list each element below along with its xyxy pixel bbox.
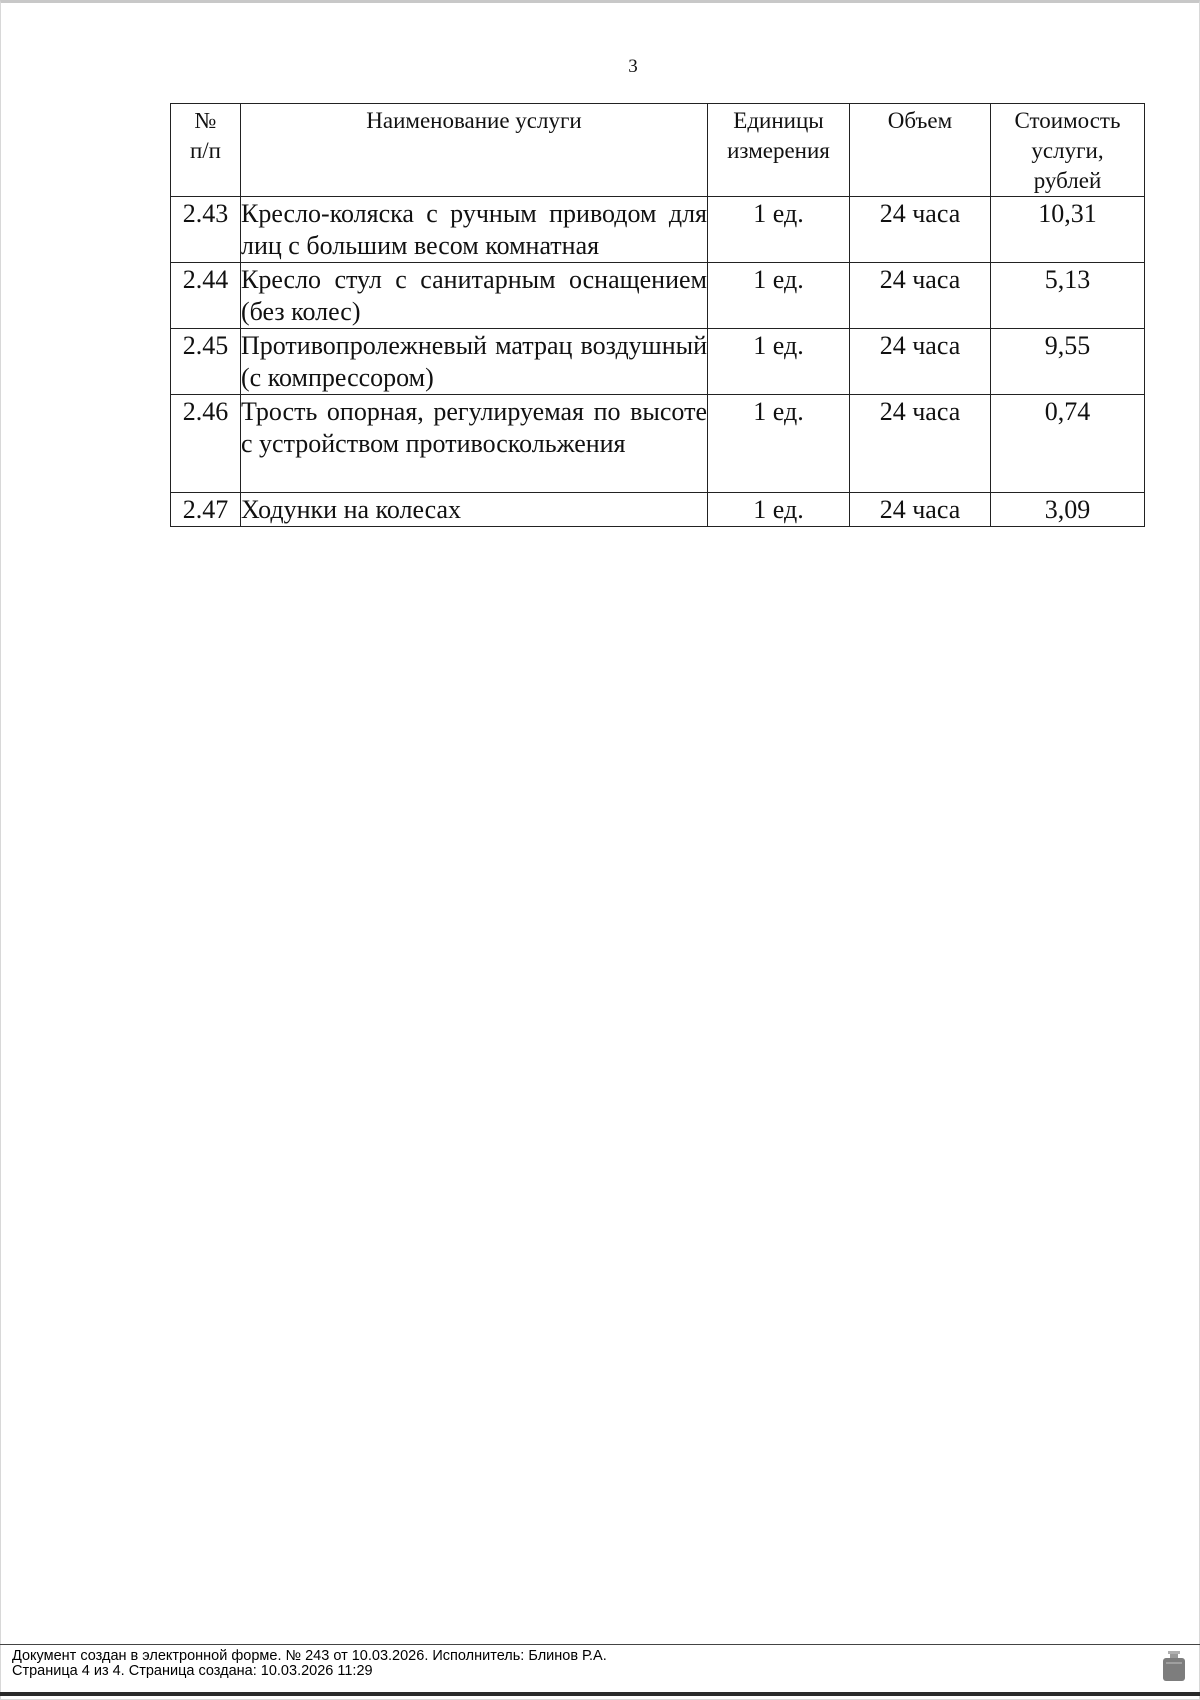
header-cost xyxy=(991,104,1145,197)
header-volume-line: Объем xyxy=(887,108,953,133)
footer-info xyxy=(12,1649,607,1679)
row-num: 2.45 xyxy=(171,329,241,395)
footer-document-info: Документ создан в электронной форме. № 243 от 10.03.2026. Исполнитель: Блинов Р.А. xyxy=(12,1648,607,1664)
row-unit: 1 ед. xyxy=(708,263,850,329)
services-price-table xyxy=(170,103,1145,527)
row-cost: 5,13 xyxy=(991,263,1145,329)
row-num: 2.44 xyxy=(171,263,241,329)
row-volume: 24 часа xyxy=(850,197,991,263)
row-cost: 3,09 xyxy=(991,493,1145,527)
table-header-row xyxy=(171,104,1145,197)
row-service-name: Противопролежневый матрац воздушный (с компрессором) xyxy=(241,329,708,395)
footer-page-info: Страница 4 из 4. Страница создана: 10.03.2026 11:29 xyxy=(12,1663,373,1679)
header-name-line: Наименование услуги xyxy=(366,108,582,133)
header-cost-line: Стоимость xyxy=(1014,108,1121,133)
document-stamp-icon xyxy=(1162,1650,1186,1682)
row-cost: 9,55 xyxy=(991,329,1145,395)
table-row xyxy=(171,395,1145,493)
header-unit-line: измерения xyxy=(727,138,830,163)
row-cost: 0,74 xyxy=(991,395,1145,493)
row-num: 2.47 xyxy=(171,493,241,527)
table-row xyxy=(171,493,1145,527)
row-cost: 10,31 xyxy=(991,197,1145,263)
bottom-border xyxy=(0,1692,1200,1696)
header-cost-line: услуги, xyxy=(1031,138,1104,163)
header-unit xyxy=(708,104,850,197)
header-name xyxy=(241,104,708,197)
row-num: 2.46 xyxy=(171,395,241,493)
header-num-line: № xyxy=(194,108,217,133)
row-volume: 24 часа xyxy=(850,263,991,329)
row-num: 2.43 xyxy=(171,197,241,263)
table-row xyxy=(171,197,1145,263)
row-volume: 24 часа xyxy=(850,395,991,493)
row-unit: 1 ед. xyxy=(708,329,850,395)
header-cost-line: рублей xyxy=(1033,168,1102,193)
table-row xyxy=(171,263,1145,329)
row-service-name: Трость опорная, регулируемая по высоте с устройством противоскольжения xyxy=(241,395,708,493)
page-number: 3 xyxy=(628,56,638,77)
row-unit: 1 ед. xyxy=(708,493,850,527)
header-num xyxy=(171,104,241,197)
header-volume xyxy=(850,104,991,197)
header-unit-line: Единицы xyxy=(733,108,824,133)
footer-divider xyxy=(0,1644,1200,1645)
row-unit: 1 ед. xyxy=(708,395,850,493)
row-service-name: Кресло-коляска с ручным приводом для лиц с большим весом комнатная xyxy=(241,197,708,263)
row-service-name: Кресло стул с санитарным оснащением (без колес) xyxy=(241,263,708,329)
table-row xyxy=(171,329,1145,395)
row-service-name: Ходунки на колесах xyxy=(241,493,708,527)
row-volume: 24 часа xyxy=(850,329,991,395)
row-volume: 24 часа xyxy=(850,493,991,527)
row-unit: 1 ед. xyxy=(708,197,850,263)
header-num-line: п/п xyxy=(189,138,221,163)
